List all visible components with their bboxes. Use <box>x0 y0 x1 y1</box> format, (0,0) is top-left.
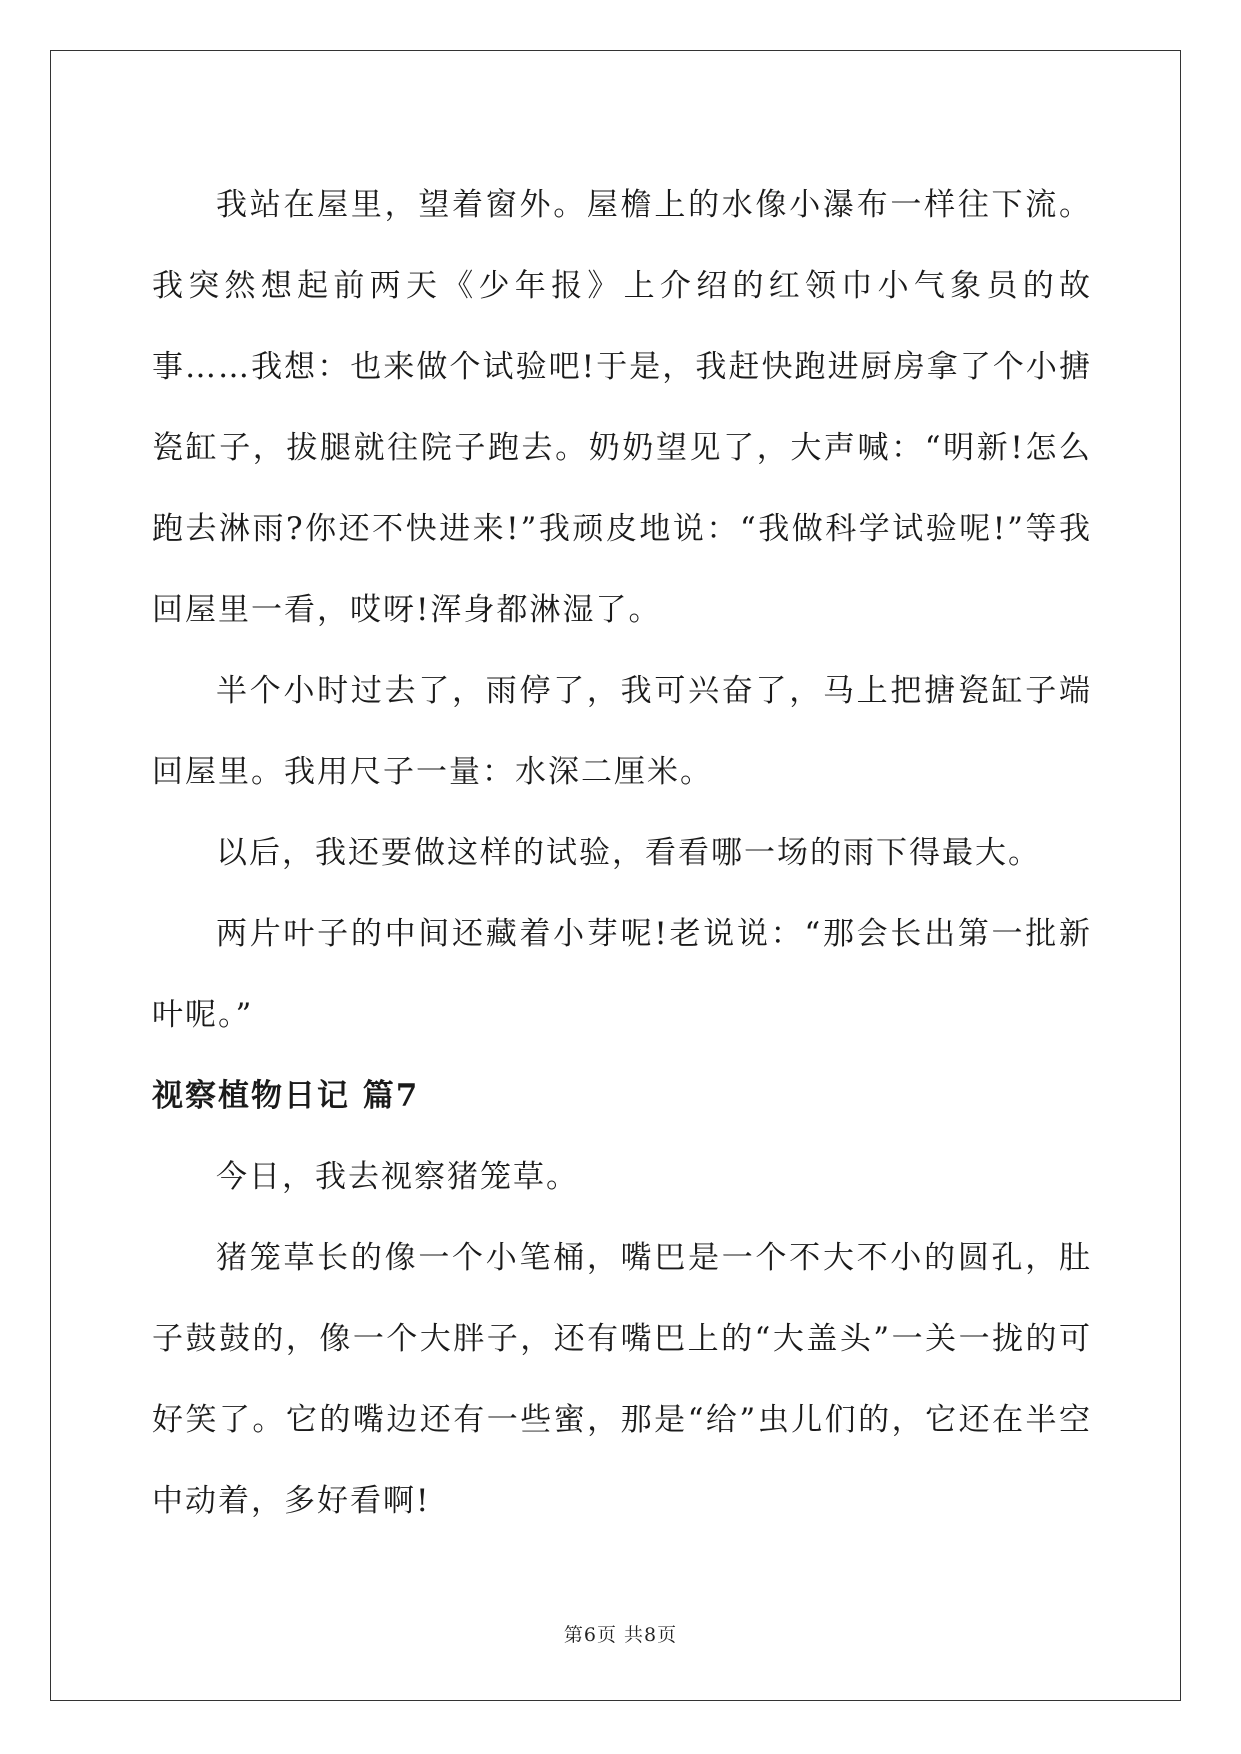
paragraph-rain-experiment: 我站在屋里，望着窗外。屋檐上的水像小瀑布一样往下流。我突然想起前两天《少年报》上介绍的红领巾小气象员的故事……我想：也来做个试验吧!于是，我赶快跑进厨房拿了个小搪瓷缸子，拔腿就往院子跑去。奶奶望见了，大声喊：“明新!怎么跑去淋雨?你还不快进来!”我顽皮地说：“我做科学试验呢!”等我回屋里一看，哎呀!浑身都淋湿了。 <box>152 187 1092 628</box>
paragraph-future-experiment: 以后，我还要做这样的试验，看看哪一场的雨下得最大。 <box>216 835 1041 871</box>
paragraph-pitcher-plant-description: 猪笼草长的像一个小笔桶，嘴巴是一个不大不小的圆孔，肚子鼓鼓的，像一个大胖子，还有嘴巴上的“大盖头”一关一拢的可好笑了。它的嘴边还有一些蜜，那是“给”虫儿们的，它还在半空中动着，多好看啊! <box>152 1240 1092 1519</box>
paragraph-observe-pitcher-plant: 今日，我去视察猪笼草。 <box>216 1159 579 1195</box>
section-heading: 视察植物日记 篇7 <box>152 1078 420 1114</box>
document-body <box>152 165 1092 1542</box>
page-footer: 第6页 共8页 <box>563 1624 678 1646</box>
paragraph-new-leaves: 两片叶子的中间还藏着小芽呢!老说说：“那会长出第一批新叶呢。” <box>152 916 1092 1033</box>
paragraph-rain-stopped: 半个小时过去了，雨停了，我可兴奋了，马上把搪瓷缸子端回屋里。我用尺子一量：水深二厘米。 <box>152 673 1092 790</box>
